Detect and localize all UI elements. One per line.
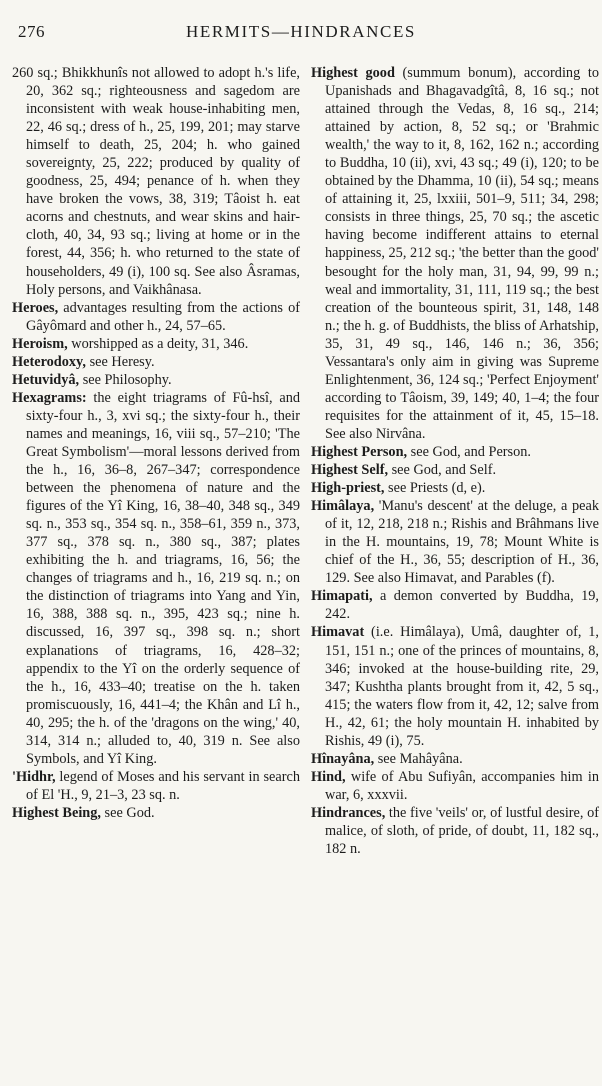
headword: Hînayâna, bbox=[311, 750, 375, 767]
headword: High-priest, bbox=[311, 480, 385, 497]
index-entry bbox=[12, 389, 300, 768]
headword: Highest good bbox=[311, 65, 395, 81]
headword: Hetuvidyâ, bbox=[12, 371, 80, 388]
entry-text: see Mahâyâna. bbox=[374, 750, 463, 767]
index-entry bbox=[311, 443, 599, 461]
entry-text: (i.e. Himâlaya), Umâ, daughter of, 1, 151, 151 n.; one of the princes of mountains, 8, 346; invoked at the house-building rite, 29, 347; Kushtha plants brought from it, 42, 5 sq., 415; the waters flow from it, 42, 12; salve from H., 42, 61; the holy mountain H. inhabited by Rishis, 49 (i), 75. bbox=[325, 624, 599, 749]
entry-text: the eight triagrams of Fû-hsî, and sixty-four h., 3, xvi sq.; the sixty-four h., their names and meanings, 16, viii sq., 57–210; 'The Great Symbolism'—moral lessons derived from the h., 16, 36–8, 267–347; correspondence between the phenomena of nature and the figures of the Yî King, 16, 38–40, 348 sq., 349 sq. n., 353 sq., 354 sq. n., 358–61, 359 n., 373, 377 sq., 378 sq. n., 380 sq., 387; plates exhibiting the h. and triagrams, 16, 56; the changes of triagrams and h., 16, 219 sq. n.; on the distinction of triagrams into Yang and Yin, 16, 388, 388 sq. n., 395, 423 sq.; nine h. discussed, 16, 397 sq., 398 sq. n.; short explanations of triagrams, 16, 428–32; appendix to the Yî on the orderly sequence of the h., 16, 433–40; treatise on the h. taken promiscuously, 16, 441–4; the Khân and Lî h., 40, 295; the h. of the 'dragons on the wing,' 40, 314, 314 n.; alluded to, 40, 319 n. See also Symbols, and Yî King. bbox=[26, 389, 300, 767]
entry-text: (summum bonum), according to Upanishads and Bhagavadgîtâ, 8, 16 sq.; not attained through the Vedas, 8, 16 sq., 214; attained by action, 8, 52 sq.; or 'Brahmic wealth,' the way to it, 8, 162, 162 n.; according to Buddha, 10 (ii), xvi, 43 sq.; 49 (i), 120; to be obtained by the Dhamma, 10 (ii), 54 sq.; means of attaining it, 25, lxxiii, 501–9, 511; 34, 298; consists in three things, 25, 70 sq.; the ascetic having become indifferent attains to eternal happiness, 25, 212 sq.; 'the better than the good' besought for the holy man, 31, 94, 99, 99 n.; weal and immortality, 31, 111, 119 sq.; the best creation of the bounteous spirit, 31, 148, 148 n.; the h. g. of Buddhists, the bliss of Arhatship, 35, 31, 49 sq., 146, 146 n.; 36, 356; Vessantara's only aim in giving was Supreme Enlightenment, 36, 124 sq.; 'Perfect Enjoyment' according to Tâoism, 39, 149; 40, 1–4; the four requisites for the attainment of it, 45, 15–18. See also Nirvâna. bbox=[325, 65, 599, 442]
headword: Himavat bbox=[311, 624, 365, 641]
headword: Himâlaya, bbox=[311, 498, 375, 515]
left-column bbox=[12, 64, 300, 822]
entry-text: wife of Abu Sufiyân, accompanies him in war, 6, xxxvii. bbox=[325, 768, 599, 803]
index-entry bbox=[12, 371, 300, 389]
index-entry bbox=[311, 804, 599, 858]
headword: 'Hidhr, bbox=[12, 768, 56, 785]
running-head: HERMITS—HINDRANCES bbox=[186, 22, 416, 41]
index-entry bbox=[311, 587, 599, 623]
index-entry bbox=[311, 750, 599, 768]
entry-text: see Heresy. bbox=[86, 353, 155, 370]
index-entry bbox=[311, 461, 599, 479]
index-entry bbox=[12, 335, 300, 353]
entry-text: a demon converted by Buddha, 19, 242. bbox=[325, 588, 599, 623]
headword: Himapati, bbox=[311, 588, 373, 605]
index-entry bbox=[311, 623, 599, 749]
index-entry bbox=[12, 804, 300, 822]
entry-text: advantages resulting from the actions of Gâyômard and other h., 24, 57–65. bbox=[26, 299, 300, 334]
headword: Hind, bbox=[311, 768, 346, 785]
index-entry bbox=[311, 479, 599, 497]
headword: Hexagrams: bbox=[12, 389, 87, 406]
headword: Heroism, bbox=[12, 335, 68, 352]
index-entry bbox=[311, 497, 599, 587]
index-entry bbox=[12, 64, 300, 299]
entry-text: worshipped as a deity, 31, 346. bbox=[67, 335, 249, 352]
headword: Highest Being, bbox=[12, 804, 101, 821]
headword: Heroes, bbox=[12, 299, 59, 316]
index-entry bbox=[311, 768, 599, 804]
entry-text: see Philosophy. bbox=[79, 371, 172, 388]
entry-text: 260 sq.; Bhikkhunîs not allowed to adopt h.'s life, 20, 362 sq.; righteousness and sagedom are inconsistent with weak house-inhabiting men, 22, 46 sq.; dress of h., 25, 199, 201; may starve himself to death, 25, 204; h. who gained sovereignty, 25, 222; produced by quality of goodness, 25, 494; penance of h. when they have broken the vows, 38, 319; Tâoist h. eat acorns and chestnuts, and wear skins and hair-cloth, 40, 34, 93 sq.; living at home or in the forest, 44, 356; h. who returned to the state of householders, 49 (i), 100 sq. See also Âsramas, Holy persons, and Vaikhânasa. bbox=[12, 65, 300, 298]
entry-text: see Priests (d, e). bbox=[384, 480, 486, 497]
page-header bbox=[16, 22, 586, 48]
headword: Heterodoxy, bbox=[12, 353, 86, 370]
entry-text: the five 'veils' or, of lustful desire, of malice, of sloth, of pride, of doubt, 11, 182 sq., 182 n. bbox=[325, 804, 599, 858]
entry-text: 'Manu's descent' at the deluge, a peak of it, 12, 218, 218 n.; Rishis and Brâhmans live in the H. mountains, 19, 78; Mount White is chief of the H., 36, 55; description of H., 36, 129. See also Himavat, and Parables (f). bbox=[325, 498, 599, 587]
index-entry bbox=[12, 353, 300, 371]
index-entry bbox=[311, 64, 599, 443]
headword: Hindrances, bbox=[311, 804, 386, 821]
right-column bbox=[311, 64, 599, 858]
entry-text: see God, and Self. bbox=[388, 462, 497, 479]
entry-text: see God. bbox=[100, 804, 155, 821]
page-number: 276 bbox=[18, 22, 45, 41]
headword: Highest Person, bbox=[311, 443, 408, 460]
headword: Highest Self, bbox=[311, 462, 389, 479]
entry-text: legend of Moses and his servant in search of El 'H., 9, 21–3, 23 sq. n. bbox=[26, 768, 300, 803]
index-entry bbox=[12, 299, 300, 335]
index-entry bbox=[12, 768, 300, 804]
entry-text: see God, and Person. bbox=[407, 443, 531, 460]
